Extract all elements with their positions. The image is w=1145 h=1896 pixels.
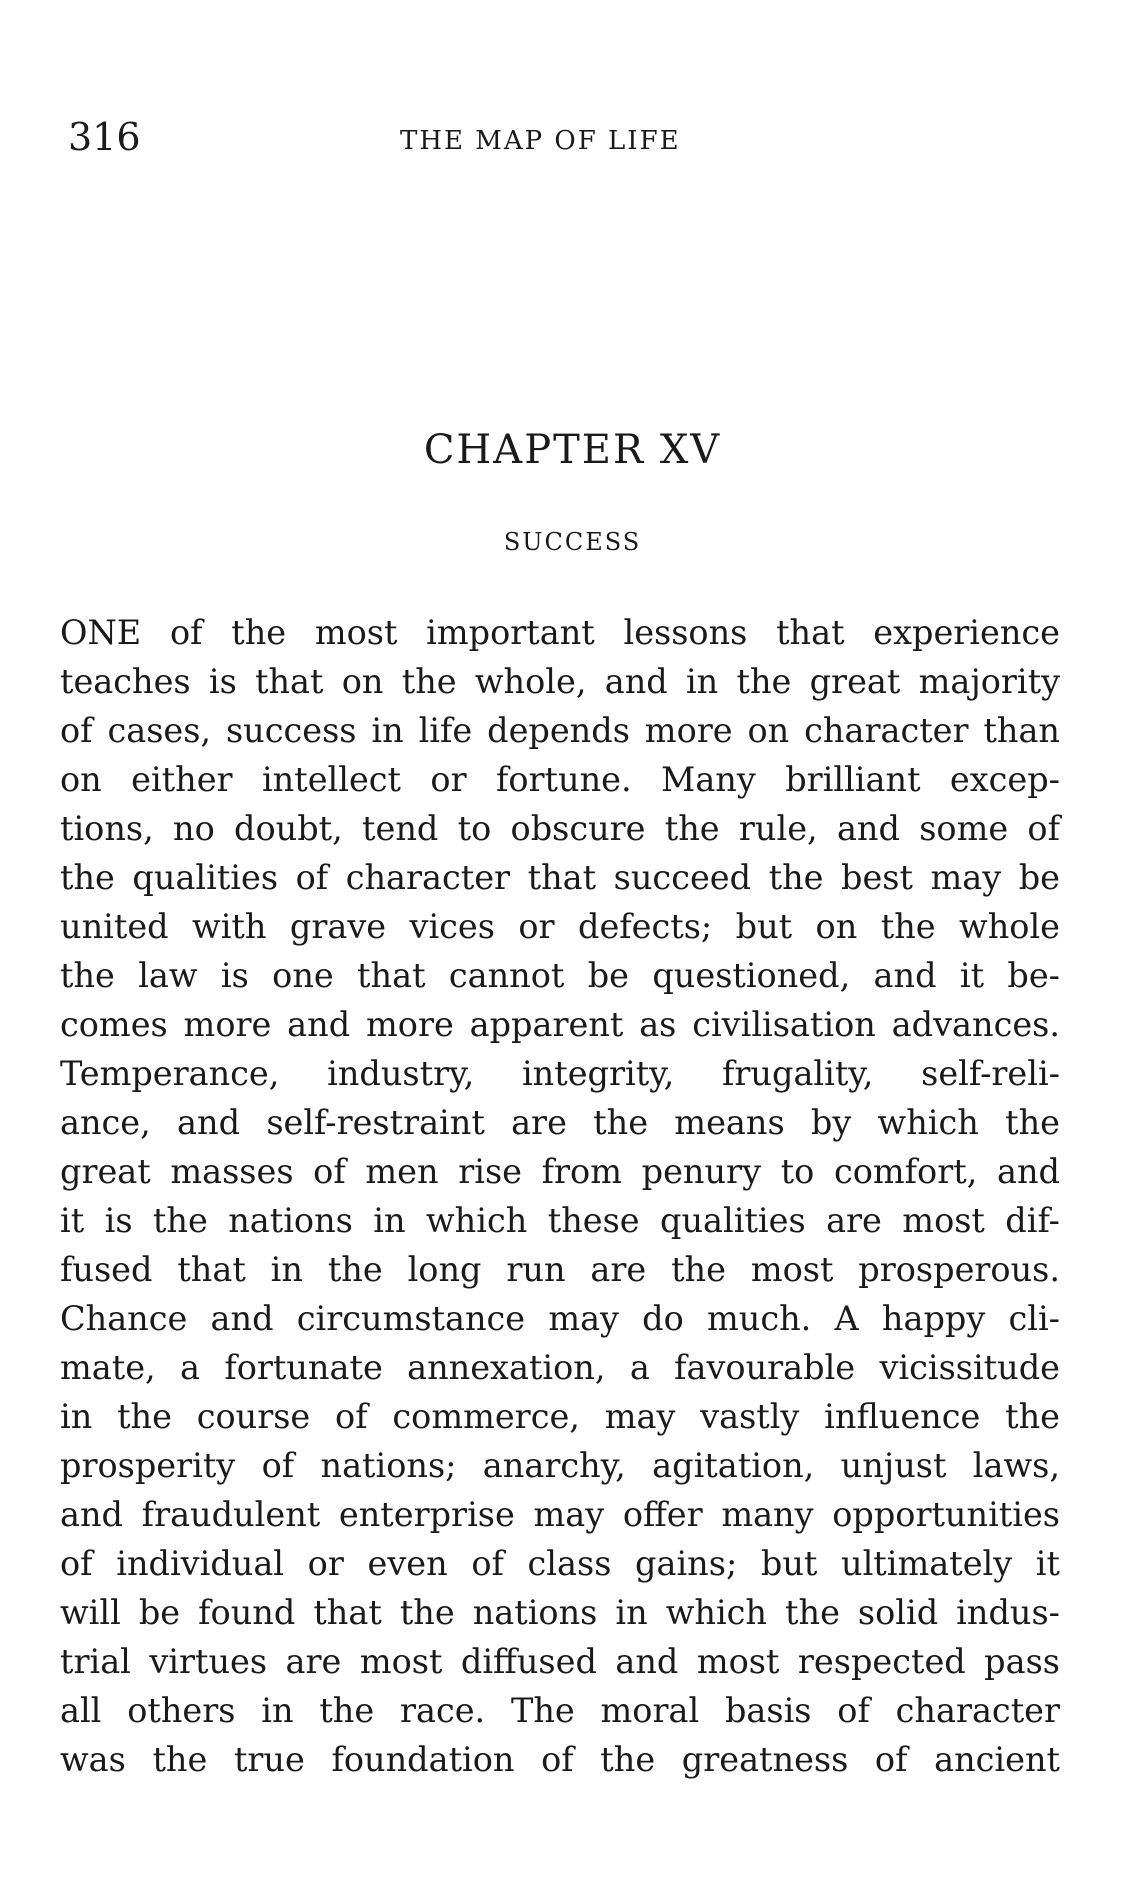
chapter-title: CHAPTER XV — [423, 427, 722, 473]
body-text — [60, 608, 1060, 1784]
text-line: and fraudulent enterprise may offer many opportunities — [60, 1495, 1060, 1534]
text-line: Temperance, industry, integrity, frugality, self-reli- — [60, 1054, 1060, 1093]
text-line: the law is one that cannot be questioned, and it be- — [60, 956, 1060, 995]
text-line: in the course of commerce, may vastly influence the — [60, 1397, 1060, 1436]
text-line: ONE of the most important lessons that experience — [60, 613, 1060, 652]
text-line: prosperity of nations; anarchy, agitation, unjust laws, — [60, 1446, 1060, 1485]
text-line: comes more and more apparent as civilisation advances. — [60, 1005, 1060, 1044]
text-line: ance, and self-restraint are the means by which the — [60, 1103, 1060, 1142]
text-line: will be found that the nations in which the solid indus- — [60, 1593, 1060, 1632]
page-number: 316 — [68, 115, 141, 159]
chapter-subtitle: SUCCESS — [503, 528, 642, 556]
text-line: the qualities of character that succeed the best may be — [60, 858, 1060, 897]
text-line: trial virtues are most diffused and most respected pass — [60, 1642, 1060, 1681]
text-line: mate, a fortunate annexation, a favourable vicissitude — [60, 1348, 1060, 1387]
text-line: Chance and circumstance may do much. A happy cli- — [60, 1299, 1060, 1338]
text-line: great masses of men rise from penury to comfort, and — [60, 1152, 1060, 1191]
text-line: teaches is that on the whole, and in the great majority — [60, 662, 1060, 701]
text-line: of cases, success in life depends more on character than — [60, 711, 1060, 750]
text-line: fused that in the long run are the most prosperous. — [60, 1250, 1060, 1289]
text-line: on either intellect or fortune. Many brilliant excep- — [60, 760, 1060, 799]
text-line: was the true foundation of the greatness of ancient — [60, 1740, 1060, 1779]
running-title: THE MAP OF LIFE — [400, 126, 681, 156]
text-line: of individual or even of class gains; but ultimately it — [60, 1544, 1060, 1583]
text-line: it is the nations in which these qualities are most dif- — [60, 1201, 1060, 1240]
text-line: tions, no doubt, tend to obscure the rule, and some of — [60, 809, 1060, 848]
text-line: all others in the race. The moral basis of character — [60, 1691, 1060, 1730]
text-line: united with grave vices or defects; but on the whole — [60, 907, 1060, 946]
